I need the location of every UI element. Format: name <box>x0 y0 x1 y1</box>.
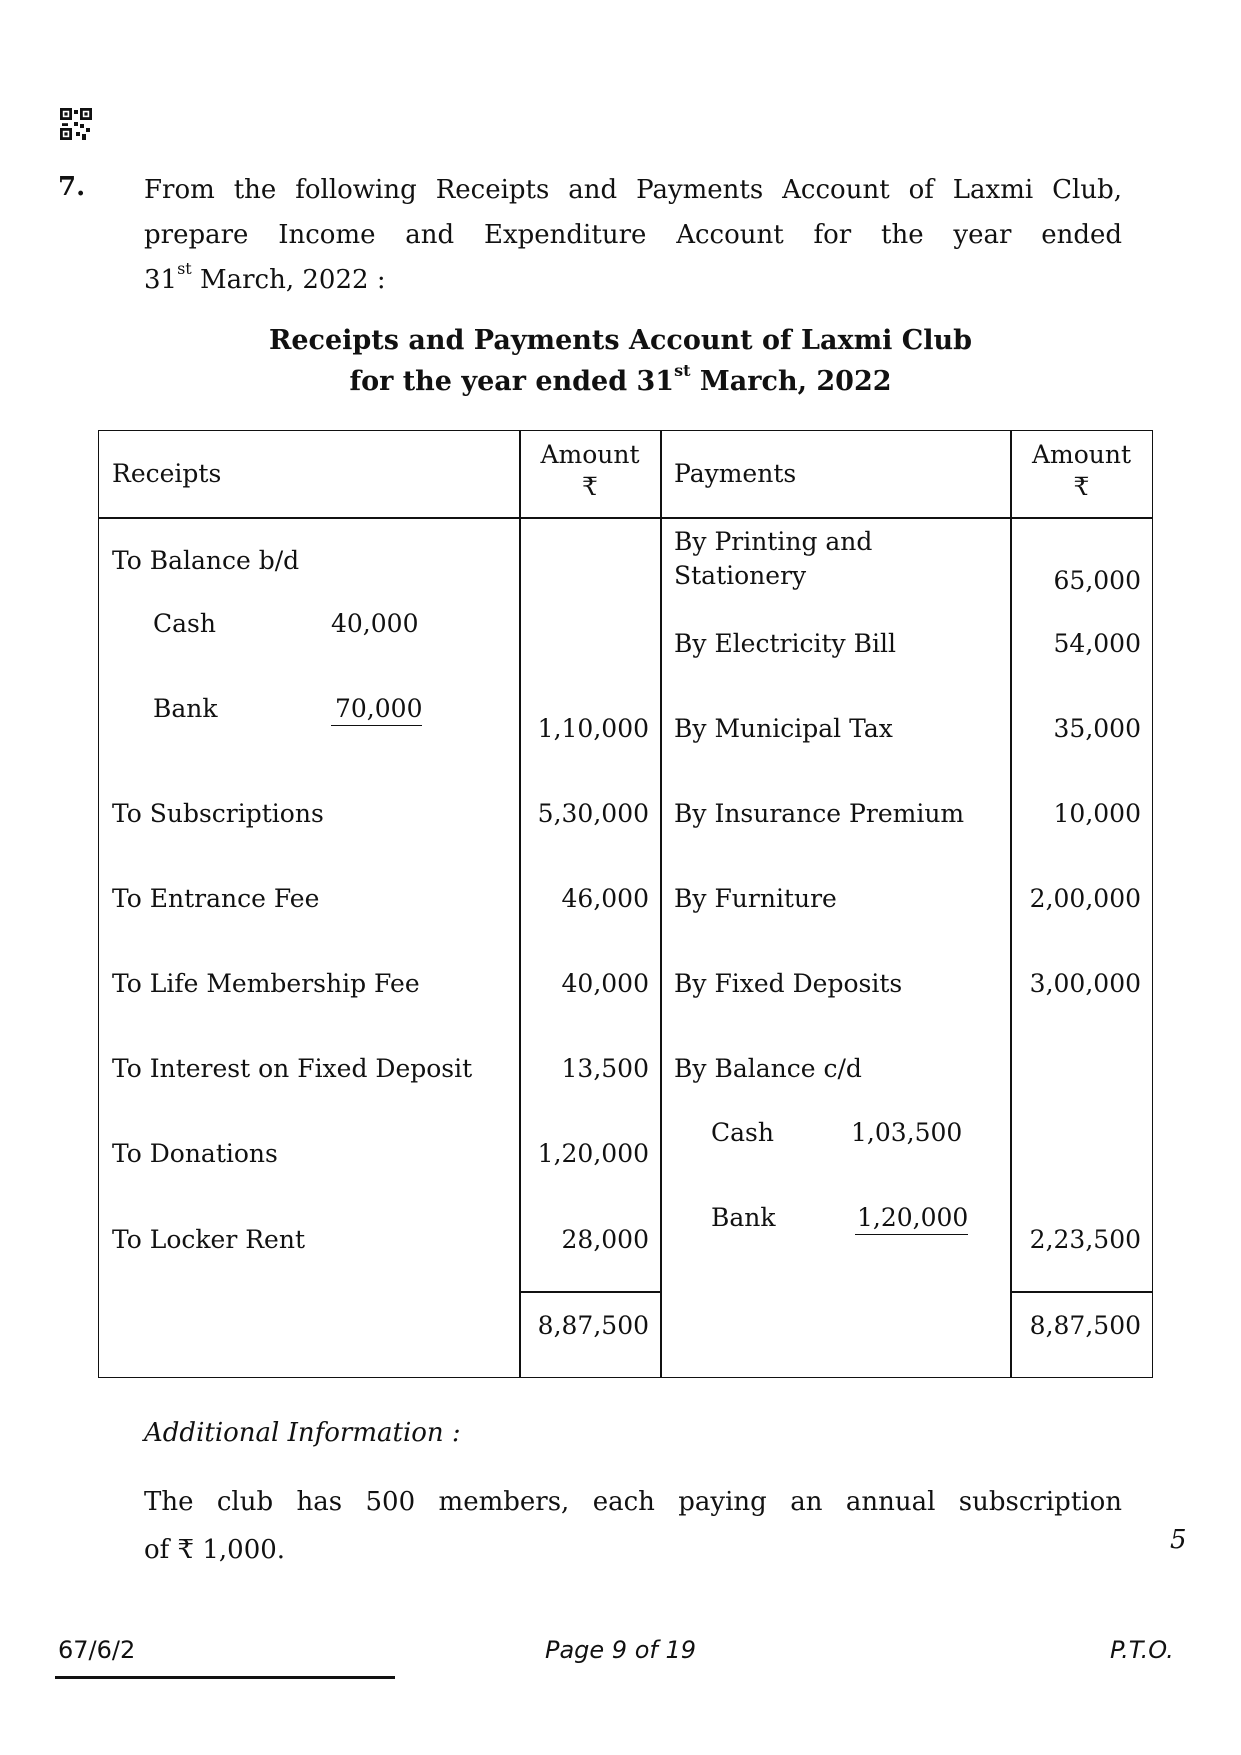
payment-bank-value: 1,20,000 <box>855 1203 968 1235</box>
header-payments: Payments <box>674 459 797 488</box>
question-number: 7. <box>58 172 86 202</box>
payment-cash-label: Cash <box>711 1118 774 1147</box>
payment-bank-label: Bank <box>711 1203 776 1232</box>
question-line-3: 31st March, 2022 : <box>144 259 386 295</box>
qr-code-icon <box>60 108 92 140</box>
receipts-total: 8,87,500 <box>537 1311 649 1340</box>
header-amount-left: Amount ₹ <box>520 439 660 503</box>
payment-amount: 10,000 <box>1053 799 1141 828</box>
payment-label: By Furniture <box>674 884 837 913</box>
receipt-balance-bd: To Balance b/d <box>112 546 300 575</box>
page-number: Page 9 of 19 <box>544 1636 696 1664</box>
receipt-label: To Life Membership Fee <box>112 969 420 998</box>
payment-amount: 2,00,000 <box>1029 884 1141 913</box>
payment-cash-value: 1,03,500 <box>851 1118 963 1147</box>
column-divider <box>660 431 662 1377</box>
receipts-payments-table <box>98 430 1153 1378</box>
header-divider <box>99 517 1152 519</box>
payment-amount: 3,00,000 <box>1029 969 1141 998</box>
pto-label: P.T.O. <box>1110 1636 1174 1664</box>
total-rule-right <box>1010 1291 1152 1293</box>
receipt-label: To Entrance Fee <box>112 884 320 913</box>
total-rule-left <box>519 1291 661 1293</box>
table-title: Receipts and Payments Account of Laxmi Club <box>268 325 973 356</box>
payment-balance-total: 2,23,500 <box>1029 1225 1141 1254</box>
payment-label: By Insurance Premium <box>674 799 965 828</box>
rupee-icon: ₹ <box>1073 472 1090 501</box>
additional-line-2: of ₹ 1,000. <box>144 1535 286 1565</box>
receipt-amount: 46,000 <box>561 884 649 913</box>
receipt-amount: 5,30,000 <box>537 799 649 828</box>
payment-amount: 65,000 <box>1053 566 1141 595</box>
paper-code: 67/6/2 <box>58 1636 136 1664</box>
receipt-amount: 28,000 <box>561 1225 649 1254</box>
question-marks: 5 <box>1170 1525 1187 1555</box>
additional-line-1: The club has 500 members, each paying an annual subscription <box>144 1487 1122 1517</box>
payment-label: By Printing and <box>674 527 873 556</box>
header-amount-right: Amount ₹ <box>1011 439 1152 503</box>
receipt-label: To Donations <box>112 1139 278 1168</box>
additional-info-text <box>144 1478 1122 1574</box>
payment-amount: 54,000 <box>1053 629 1141 658</box>
receipt-balance-total: 1,10,000 <box>537 714 649 743</box>
payment-label-cont: Stationery <box>674 561 807 590</box>
receipt-label: To Subscriptions <box>112 799 324 828</box>
question-line-1: From the following Receipts and Payments Account of Laxmi Club, <box>144 175 1122 205</box>
payment-balance-cd: By Balance c/d <box>674 1054 862 1083</box>
receipt-amount: 13,500 <box>561 1054 649 1083</box>
header-receipts: Receipts <box>112 459 222 488</box>
table-subtitle: for the year ended 31st March, 2022 <box>349 361 892 397</box>
payment-label: By Electricity Bill <box>674 629 896 658</box>
receipt-bank-value: 70,000 <box>331 694 422 726</box>
receipt-cash-value: 40,000 <box>331 609 419 638</box>
rupee-icon: ₹ <box>582 472 598 501</box>
receipt-amount: 1,20,000 <box>537 1139 649 1168</box>
additional-info-heading: Additional Information : <box>144 1418 461 1448</box>
payment-label: By Fixed Deposits <box>674 969 903 998</box>
payments-total: 8,87,500 <box>1029 1311 1141 1340</box>
payment-amount: 35,000 <box>1053 714 1141 743</box>
question-text <box>144 168 1122 303</box>
footer-rule <box>55 1676 395 1679</box>
receipt-amount: 40,000 <box>561 969 649 998</box>
receipt-bank-label: Bank <box>153 694 218 723</box>
receipt-label: To Locker Rent <box>112 1225 305 1254</box>
payment-label: By Municipal Tax <box>674 714 893 743</box>
receipt-label: To Interest on Fixed Deposit <box>112 1054 473 1083</box>
receipt-cash-label: Cash <box>153 609 216 638</box>
question-line-2: prepare Income and Expenditure Account for the year ended <box>144 220 1122 250</box>
